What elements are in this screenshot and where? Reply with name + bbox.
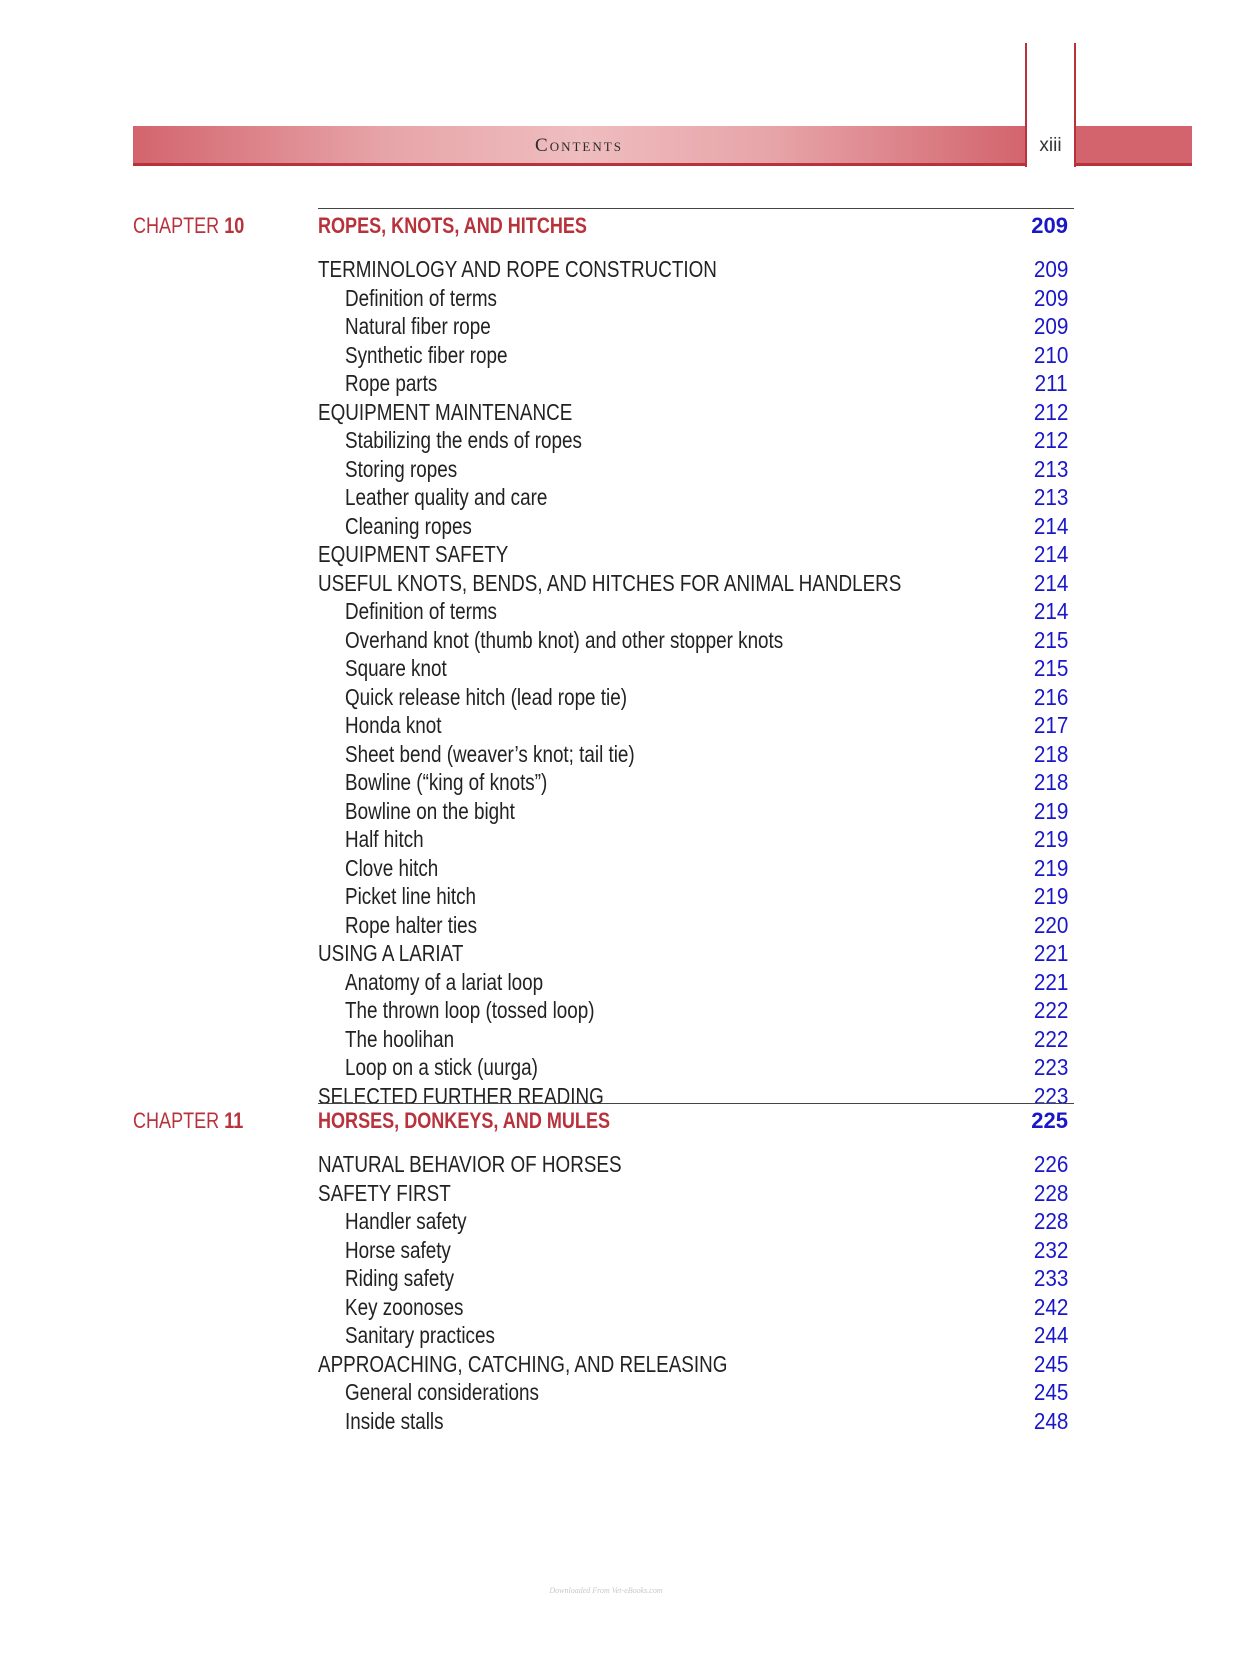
entry-page-link[interactable]: 222 xyxy=(1033,1025,1068,1052)
entry-page-link[interactable]: 222 xyxy=(1033,997,1068,1023)
toc-section-entry[interactable] xyxy=(0,398,1252,426)
entry-page-link[interactable]: 209 xyxy=(1033,313,1068,339)
entry-page-link[interactable]: 209 xyxy=(1033,284,1068,311)
entry-text: EQUIPMENT MAINTENANCE xyxy=(318,398,573,425)
toc-subsection-entry[interactable] xyxy=(0,1378,1252,1406)
toc-subsection-entry[interactable] xyxy=(0,284,1252,312)
entry-page-link[interactable]: 218 xyxy=(1033,740,1068,767)
entry-page-link[interactable]: 228 xyxy=(1033,1179,1068,1206)
entry-text: Overhand knot (thumb knot) and other stopper knots xyxy=(345,626,784,653)
entry-text: Clove hitch xyxy=(345,854,439,881)
chapter-page-link[interactable]: 225 xyxy=(1031,1108,1068,1133)
entry-text: Stabilizing the ends of ropes xyxy=(345,427,582,453)
entry-page-link[interactable]: 223 xyxy=(1033,1082,1068,1109)
chapter-rule xyxy=(318,208,1074,209)
entry-text: Picket line hitch xyxy=(345,883,477,909)
toc-section-entry[interactable] xyxy=(0,1150,1252,1178)
toc-subsection-entry[interactable] xyxy=(0,768,1252,796)
entry-page-link[interactable]: 215 xyxy=(1033,655,1068,681)
toc-subsection-entry[interactable] xyxy=(0,1293,1252,1321)
entry-text: TERMINOLOGY AND ROPE CONSTRUCTION xyxy=(318,256,717,282)
entry-page-link[interactable]: 214 xyxy=(1033,541,1068,567)
toc-subsection-entry[interactable] xyxy=(0,1407,1252,1435)
toc-subsection-entry[interactable] xyxy=(0,711,1252,739)
entry-text: Cleaning ropes xyxy=(345,512,472,539)
entry-text: Quick release hitch (lead rope tie) xyxy=(345,683,627,710)
entry-text: USEFUL KNOTS, BENDS, AND HITCHES FOR ANIMAL HANDLERS xyxy=(318,569,902,596)
toc-subsection-entry[interactable] xyxy=(0,1207,1252,1235)
entry-page-link[interactable]: 220 xyxy=(1033,911,1068,938)
entry-text: The hoolihan xyxy=(345,1025,455,1052)
entry-text: EQUIPMENT SAFETY xyxy=(318,541,509,567)
entry-page-link[interactable]: 219 xyxy=(1033,854,1068,881)
entry-page-link[interactable]: 223 xyxy=(1033,1054,1068,1080)
entry-text: Rope parts xyxy=(345,370,438,396)
entry-text: Definition of terms xyxy=(345,598,497,624)
entry-text: Square knot xyxy=(345,655,447,681)
toc-subsection-entry[interactable] xyxy=(0,512,1252,540)
toc-subsection-entry[interactable] xyxy=(0,1236,1252,1264)
entry-text: Loop on a stick (uurga) xyxy=(345,1054,538,1080)
toc-subsection-entry[interactable] xyxy=(0,825,1252,853)
entry-text: Honda knot xyxy=(345,712,442,738)
toc-subsection-entry[interactable] xyxy=(0,797,1252,825)
entry-text: Key zoonoses xyxy=(345,1293,464,1320)
toc-subsection-entry[interactable] xyxy=(0,968,1252,996)
chapter-page-link[interactable]: 209 xyxy=(1031,213,1068,238)
entry-page-link[interactable]: 242 xyxy=(1033,1293,1068,1320)
toc-section-entry[interactable] xyxy=(0,1350,1252,1378)
entry-text: Inside stalls xyxy=(345,1407,444,1434)
chapter-title[interactable]: ROPES, KNOTS, AND HITCHES xyxy=(318,213,587,238)
entry-text: Synthetic fiber rope xyxy=(345,341,508,368)
page-number: xiii xyxy=(1039,135,1062,156)
entry-page-link[interactable]: 218 xyxy=(1033,769,1068,795)
entry-page-link[interactable]: 221 xyxy=(1033,940,1068,966)
toc-subsection-entry[interactable] xyxy=(0,369,1252,397)
running-title: Contents xyxy=(535,135,623,156)
entry-text: SAFETY FIRST xyxy=(318,1179,451,1206)
entry-text: Bowline on the bight xyxy=(345,797,515,824)
entry-page-link[interactable]: 209 xyxy=(1033,256,1068,282)
toc-subsection-entry[interactable] xyxy=(0,483,1252,511)
chapter-number: 10 xyxy=(224,213,245,238)
chapter-title[interactable]: HORSES, DONKEYS, AND MULES xyxy=(318,1108,611,1133)
entry-text: APPROACHING, CATCHING, AND RELEASING xyxy=(318,1350,728,1377)
entry-page-link[interactable]: 233 xyxy=(1033,1265,1068,1291)
chapter-rule xyxy=(318,1103,1074,1104)
toc-subsection-entry[interactable] xyxy=(0,882,1252,910)
entry-page-link[interactable]: 214 xyxy=(1033,598,1068,624)
entry-page-link[interactable]: 214 xyxy=(1033,512,1068,539)
toc-subsection-entry[interactable] xyxy=(0,426,1252,454)
toc-subsection-entry[interactable] xyxy=(0,626,1252,654)
toc-section-entry[interactable] xyxy=(0,1082,1252,1110)
toc-section-entry[interactable] xyxy=(0,540,1252,568)
entry-text: General considerations xyxy=(345,1379,539,1405)
toc-subsection-entry[interactable] xyxy=(0,597,1252,625)
toc-subsection-entry[interactable] xyxy=(0,1025,1252,1053)
entry-page-link[interactable]: 232 xyxy=(1033,1236,1068,1263)
footer-watermark: Downloaded From Vet-eBooks.com xyxy=(549,1586,663,1595)
entry-page-link[interactable]: 213 xyxy=(1033,455,1068,482)
toc-subsection-entry[interactable] xyxy=(0,1053,1252,1081)
entry-text: Storing ropes xyxy=(345,455,458,482)
toc-section-entry[interactable] xyxy=(0,255,1252,283)
entry-page-link[interactable]: 221 xyxy=(1033,968,1068,995)
entry-text: USING A LARIAT xyxy=(318,940,464,966)
toc-section-entry[interactable] xyxy=(0,1179,1252,1207)
entry-page-link[interactable]: 217 xyxy=(1033,712,1068,738)
entry-text: Bowline (“king of knots”) xyxy=(345,769,548,795)
toc-subsection-entry[interactable] xyxy=(0,455,1252,483)
toc-subsection-entry[interactable] xyxy=(0,312,1252,340)
toc-subsection-entry[interactable] xyxy=(0,854,1252,882)
chapter-number: 11 xyxy=(224,1108,244,1133)
entry-text: Horse safety xyxy=(345,1236,451,1263)
header-band-tab xyxy=(1076,126,1192,166)
entry-page-link[interactable]: 219 xyxy=(1033,883,1068,909)
chapter-label-text: CHAPTER xyxy=(133,213,220,238)
entry-page-link[interactable]: 216 xyxy=(1033,683,1068,710)
entry-text: Handler safety xyxy=(345,1208,467,1234)
entry-text: Sheet bend (weaver’s knot; tail tie) xyxy=(345,740,635,767)
entry-page-link[interactable]: 244 xyxy=(1033,1322,1068,1348)
entry-page-link[interactable]: 219 xyxy=(1033,826,1068,852)
entry-text: SELECTED FURTHER READING xyxy=(318,1082,604,1109)
entry-page-link[interactable]: 212 xyxy=(1033,398,1068,425)
entry-page-link[interactable]: 214 xyxy=(1033,569,1068,596)
toc-subsection-entry[interactable] xyxy=(0,740,1252,768)
entry-page-link[interactable]: 245 xyxy=(1033,1350,1068,1377)
toc-subsection-entry[interactable] xyxy=(0,341,1252,369)
toc-subsection-entry[interactable] xyxy=(0,996,1252,1024)
entry-page-link[interactable]: 212 xyxy=(1033,427,1068,453)
entry-text: Riding safety xyxy=(345,1265,455,1291)
toc-subsection-entry[interactable] xyxy=(0,683,1252,711)
toc-subsection-entry[interactable] xyxy=(0,1264,1252,1292)
entry-page-link[interactable]: 248 xyxy=(1033,1407,1068,1434)
toc-section-entry[interactable] xyxy=(0,569,1252,597)
chapter-label xyxy=(133,213,244,239)
entry-text: Half hitch xyxy=(345,826,424,852)
entry-text: The thrown loop (tossed loop) xyxy=(345,997,595,1023)
entry-text: Anatomy of a lariat loop xyxy=(345,968,544,995)
toc-subsection-entry[interactable] xyxy=(0,654,1252,682)
entry-page-link[interactable]: 245 xyxy=(1033,1379,1068,1405)
entry-text: Definition of terms xyxy=(345,284,497,311)
entry-text: Natural fiber rope xyxy=(345,313,491,339)
entry-text: Rope halter ties xyxy=(345,911,478,938)
chapter-label xyxy=(133,1108,243,1134)
entry-page-link[interactable]: 211 xyxy=(1034,370,1068,396)
chapter-label-text: CHAPTER xyxy=(133,1108,220,1133)
entry-page-link[interactable]: 219 xyxy=(1033,797,1068,824)
entry-page-link[interactable]: 210 xyxy=(1033,341,1068,368)
toc-subsection-entry[interactable] xyxy=(0,911,1252,939)
entry-text: Sanitary practices xyxy=(345,1322,495,1348)
entry-text: Leather quality and care xyxy=(345,484,548,510)
toc-section-entry[interactable] xyxy=(0,939,1252,967)
entry-page-link[interactable]: 215 xyxy=(1033,626,1068,653)
entry-page-link[interactable]: 228 xyxy=(1033,1208,1068,1234)
entry-text: NATURAL BEHAVIOR OF HORSES xyxy=(318,1151,622,1177)
entry-page-link[interactable]: 226 xyxy=(1033,1151,1068,1177)
toc-subsection-entry[interactable] xyxy=(0,1321,1252,1349)
entry-page-link[interactable]: 213 xyxy=(1033,484,1068,510)
